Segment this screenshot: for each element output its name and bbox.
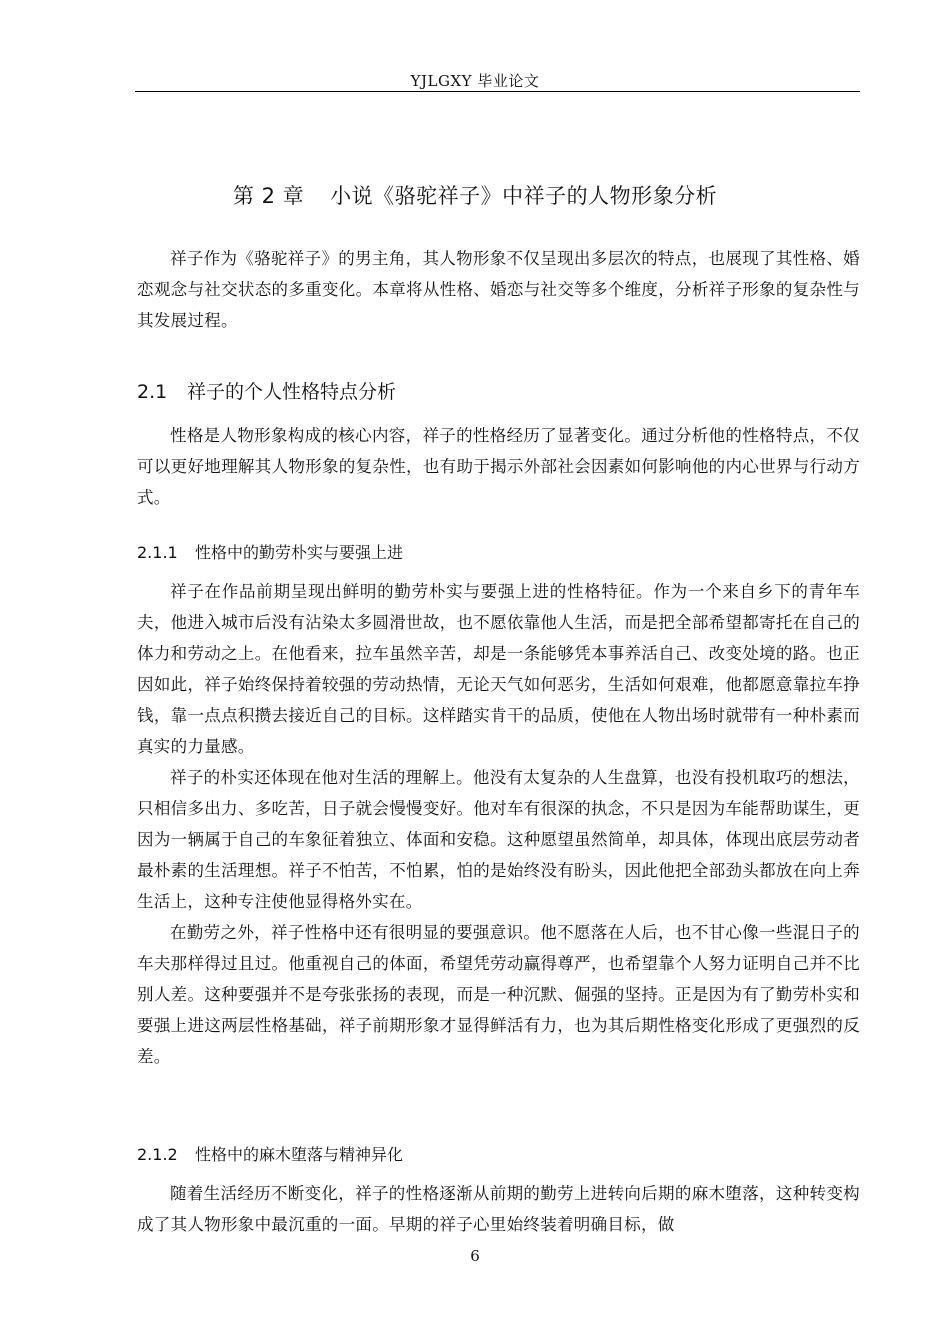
chapter-intro <box>137 243 860 336</box>
body-paragraph: 在勤劳之外，祥子性格中还有很明显的要强意识。他不愿落在人后，也不甘心像一些混日子的车夫那样得过且过。他重视自己的体面，希望凭劳动赢得尊严，也希望靠个人努力证明自己并不比别人差。这种要强并不是夸张张扬的表现，而是一种沉默、倔强的坚持。正是因为有了勤劳朴实和要强上进这两层性格基础，祥子前期形象才显得鲜活有力，也为其后期性格变化形成了更强烈的反差。 <box>137 923 860 1066</box>
chapter-number: 第 2 章 <box>232 184 305 208</box>
body-paragraph: 随着生活经历不断变化，祥子的性格逐渐从前期的勤劳上进转向后期的麻木堕落，这种转变构成了其人物形象中最沉重的一面。早期的祥子心里始终装着明确目标，做 <box>137 1184 860 1234</box>
subsection-title: 性格中的勤劳朴实与要强上进 <box>195 543 404 562</box>
section-2-1-2-body <box>137 1178 860 1240</box>
section-2-1-1-body <box>137 576 860 1072</box>
subsection-number: 2.1.1 <box>137 543 178 562</box>
header-rule <box>135 91 860 92</box>
chapter-title-text: 小说《骆驼祥子》中祥子的人物形象分析 <box>330 184 718 208</box>
subsection-number: 2.1.2 <box>137 1145 178 1164</box>
subsection-heading-2-1-1 <box>137 540 403 563</box>
body-paragraph: 祥子在作品前期呈现出鲜明的勤劳朴实与要强上进的性格特征。作为一个来自乡下的青年车夫，他进入城市后没有沾染太多圆滑世故，也不愿依靠他人生活，而是把全部希望都寄托在自己的体力和劳动之上。在他看来，拉车虽然辛苦，却是一条能够凭本事养活自己、改变处境的路。也正因如此，祥子始终保持着较强的劳动热情，无论天气如何恶劣，生活如何艰难，他都愿意靠拉车挣钱，靠一点点积攒去接近自己的目标。这样踏实肯干的品质，使他在人物出场时就带有一种朴素而真实的力量感。 <box>137 582 860 756</box>
section-2-1-body <box>137 420 860 513</box>
section-title: 祥子的个人性格特点分析 <box>187 381 397 403</box>
section-number: 2.1 <box>137 381 168 403</box>
subsection-title: 性格中的麻木堕落与精神异化 <box>195 1145 404 1164</box>
subsection-heading-2-1-2 <box>137 1142 403 1165</box>
intro-paragraph: 祥子作为《骆驼祥子》的男主角，其人物形象不仅呈现出多层次的特点，也展现了其性格、婚恋观念与社交状态的多重变化。本章将从性格、婚恋与社交等多个维度，分析祥子形象的复杂性与其发展过程。 <box>137 249 860 330</box>
section-heading-2-1 <box>137 377 396 404</box>
body-paragraph: 祥子的朴实还体现在他对生活的理解上。他没有太复杂的人生盘算，也没有投机取巧的想法，只相信多出力、多吃苦，日子就会慢慢变好。他对车有很深的执念，不只是因为车能帮助谋生，更因为一辆属于自己的车象征着独立、体面和安稳。这种愿望虽然简单，却具体，体现出底层劳动者最朴素的生活理想。祥子不怕苦，不怕累，怕的是始终没有盼头，因此他把全部劲头都放在向上奔生活上，这种专注使他显得格外实在。 <box>137 768 860 911</box>
body-paragraph: 性格是人物形象构成的核心内容，祥子的性格经历了显著变化。通过分析他的性格特点，不仅可以更好地理解其人物形象的复杂性，也有助于揭示外部社会因素如何影响他的内心世界与行动方式。 <box>137 426 860 507</box>
chapter-title <box>0 180 950 210</box>
page-number: 6 <box>470 1247 480 1265</box>
running-header: YJLGXY 毕业论文 <box>410 72 540 90</box>
